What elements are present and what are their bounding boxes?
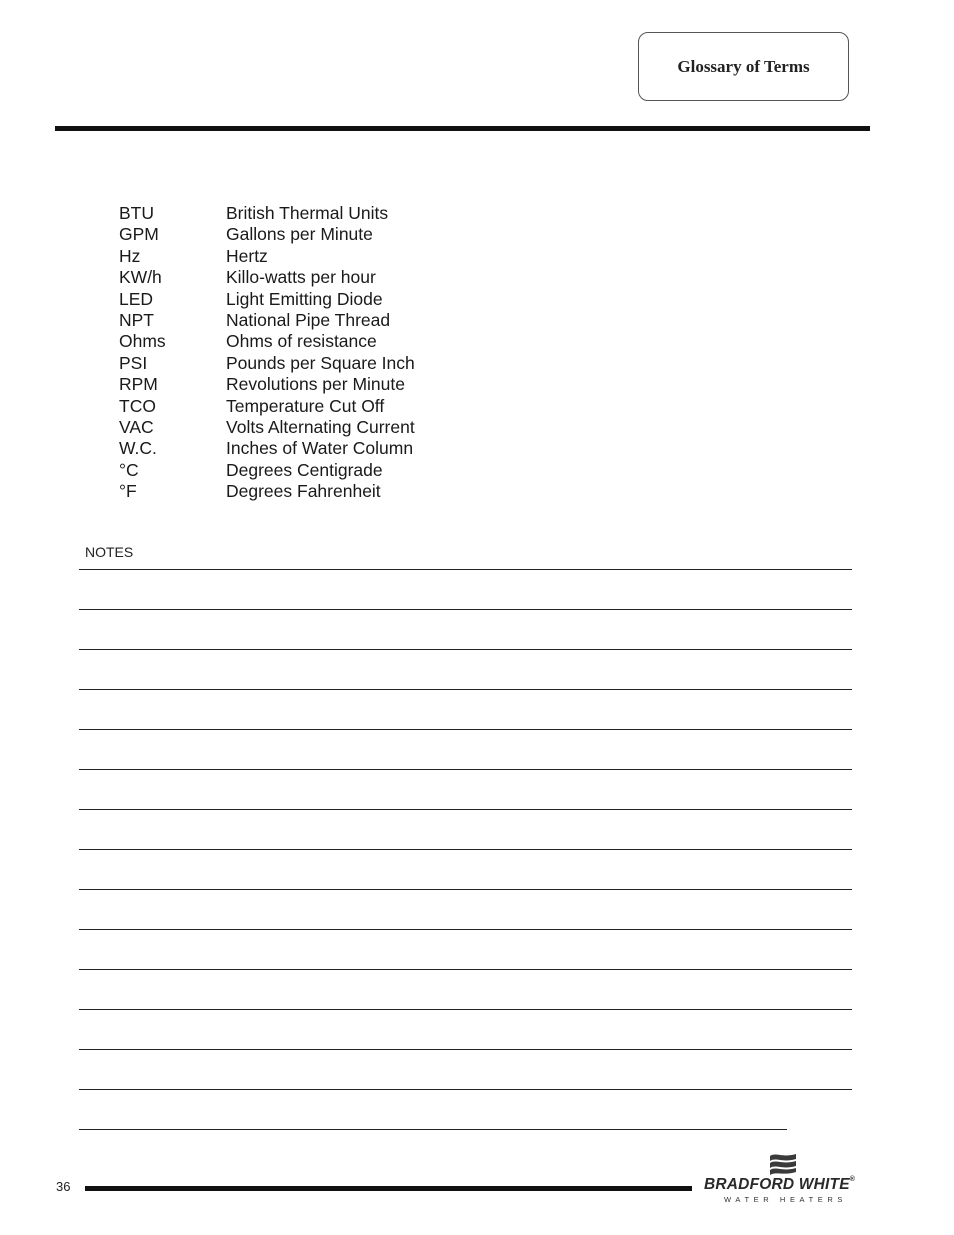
glossary-definition: Degrees Centigrade xyxy=(226,459,383,480)
flag-icon xyxy=(766,1152,800,1176)
note-line xyxy=(79,689,852,690)
section-tab-label: Glossary of Terms xyxy=(677,56,810,76)
glossary-row xyxy=(119,289,415,310)
logo-name: BRADFORD WHITE xyxy=(704,1176,850,1193)
glossary-term: NPT xyxy=(119,309,154,330)
note-line xyxy=(79,1089,852,1090)
note-line xyxy=(79,1129,787,1130)
footer-rule xyxy=(85,1186,692,1191)
glossary-term: KW/h xyxy=(119,267,162,288)
glossary-definition: Volts Alternating Current xyxy=(226,416,415,437)
glossary-term: W.C. xyxy=(119,438,157,459)
glossary-row xyxy=(119,353,415,374)
note-line xyxy=(79,929,852,930)
section-tab xyxy=(638,32,849,101)
page-number: 36 xyxy=(56,1179,71,1194)
glossary-term: RPM xyxy=(119,374,158,395)
notes-label: NOTES xyxy=(85,544,134,560)
glossary-row xyxy=(119,396,415,417)
glossary-term: PSI xyxy=(119,352,148,373)
note-line xyxy=(79,569,852,570)
glossary-term: TCO xyxy=(119,395,156,416)
glossary-definition: British Thermal Units xyxy=(226,203,389,223)
glossary-term: GPM xyxy=(119,224,159,245)
note-line xyxy=(79,849,852,850)
glossary-row xyxy=(119,203,415,224)
note-line xyxy=(79,609,852,610)
glossary-term: BTU xyxy=(119,203,154,223)
glossary-row xyxy=(119,481,415,502)
glossary-row xyxy=(119,331,415,352)
registered-mark: ® xyxy=(849,1176,856,1183)
note-line xyxy=(79,969,852,970)
glossary-row xyxy=(119,460,415,481)
glossary-definition: Killo-watts per hour xyxy=(226,267,376,288)
glossary-row xyxy=(119,438,415,459)
glossary-term: °F xyxy=(119,481,137,502)
note-line xyxy=(79,1049,852,1050)
glossary-list xyxy=(119,203,415,502)
note-line xyxy=(79,889,852,890)
logo-tagline: WATER HEATERS xyxy=(724,1195,847,1204)
note-line xyxy=(79,769,852,770)
header-rule xyxy=(55,126,870,131)
glossary-term: Ohms xyxy=(119,331,166,352)
glossary-definition: Inches of Water Column xyxy=(226,438,414,459)
glossary-term: Hz xyxy=(119,245,141,266)
note-line xyxy=(79,649,852,650)
logo-wordmark xyxy=(704,1176,855,1194)
glossary-definition: Pounds per Square Inch xyxy=(226,352,415,373)
glossary-definition: Degrees Fahrenheit xyxy=(226,481,381,502)
note-line xyxy=(79,809,852,810)
glossary-definition: Gallons per Minute xyxy=(226,224,373,245)
glossary-definition: National Pipe Thread xyxy=(226,309,391,330)
glossary-row xyxy=(119,267,415,288)
glossary-definition: Ohms of resistance xyxy=(226,331,377,352)
glossary-row xyxy=(119,246,415,267)
glossary-row xyxy=(119,224,415,245)
glossary-row xyxy=(119,374,415,395)
glossary-definition: Light Emitting Diode xyxy=(226,288,383,309)
glossary-row xyxy=(119,417,415,438)
glossary-definition: Hertz xyxy=(226,245,268,266)
glossary-term: VAC xyxy=(119,416,154,437)
bradford-white-logo xyxy=(702,1152,872,1208)
note-line xyxy=(79,1009,852,1010)
note-line xyxy=(79,729,852,730)
glossary-term: °C xyxy=(119,459,139,480)
glossary-row xyxy=(119,310,415,331)
glossary-term: LED xyxy=(119,288,154,309)
glossary-definition: Revolutions per Minute xyxy=(226,374,405,395)
glossary-definition: Temperature Cut Off xyxy=(226,395,385,416)
